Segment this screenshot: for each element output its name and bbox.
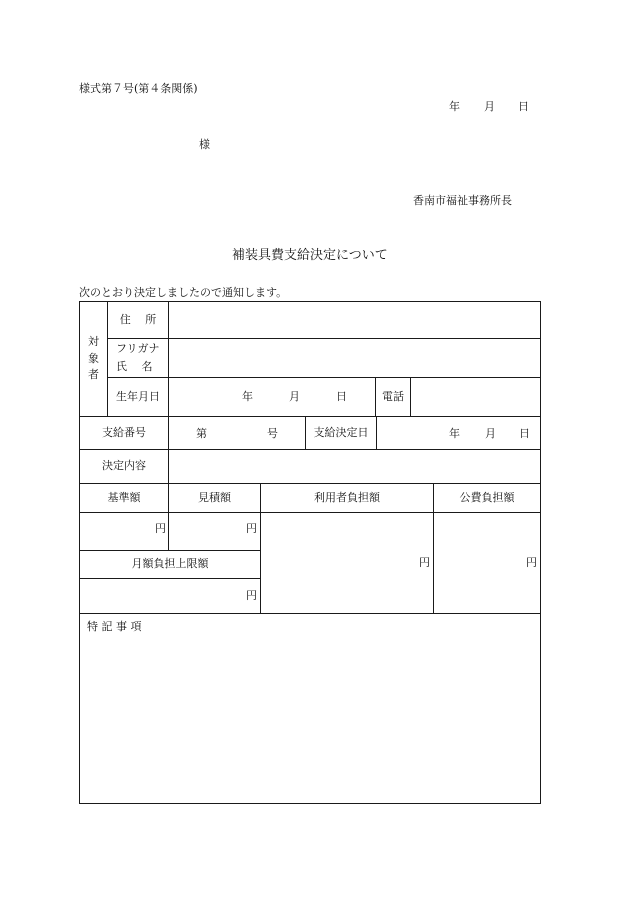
address-label: 住 所 xyxy=(119,312,157,326)
estimate-field[interactable] xyxy=(169,513,260,550)
birth-day-unit: 日 xyxy=(336,390,347,403)
estimate-yen: 円 xyxy=(246,522,257,536)
monthly-limit-label: 月額負担上限額 xyxy=(131,557,209,571)
monthly-limit-field[interactable] xyxy=(80,579,260,613)
payment-no-suffix: 号 xyxy=(267,427,278,440)
payment-no-prefix: 第 xyxy=(196,427,207,440)
base-amount-field[interactable] xyxy=(80,513,168,550)
decision-year-unit: 年 xyxy=(449,427,460,440)
public-burden-yen: 円 xyxy=(526,555,537,569)
phone-field[interactable] xyxy=(411,378,540,416)
base-amount-header: 基準額 xyxy=(107,490,141,504)
subject-label xyxy=(80,302,107,416)
public-burden-field[interactable] xyxy=(434,513,540,613)
payment-no-label: 支給番号 xyxy=(102,425,146,439)
decision-content-label: 決定内容 xyxy=(102,459,146,473)
decision-month-unit: 月 xyxy=(485,427,496,440)
payment-no-field[interactable] xyxy=(169,417,305,449)
base-amount-yen: 円 xyxy=(155,522,166,536)
name-label-text: 氏 名 xyxy=(116,360,153,373)
decision-day-unit: 日 xyxy=(519,427,530,440)
birthdate-label: 生年月日 xyxy=(116,389,160,403)
header-date-month: 月 xyxy=(484,100,495,113)
subject-label-char-1: 対 xyxy=(88,335,99,349)
user-burden-header: 利用者負担額 xyxy=(314,490,380,504)
monthly-limit-yen: 円 xyxy=(246,588,257,602)
estimate-header: 見積額 xyxy=(198,490,231,504)
name-label xyxy=(108,339,168,377)
decision-date-field[interactable] xyxy=(377,417,540,449)
birth-month-unit: 月 xyxy=(289,390,300,403)
document-title: 補装具費支給決定について xyxy=(232,248,388,263)
remarks-label: 特 記 事 項 xyxy=(87,620,142,633)
issuer: 香南市福祉事務所長 xyxy=(413,194,512,207)
furigana-label: フリガナ xyxy=(116,342,160,356)
remarks-section[interactable] xyxy=(80,614,540,803)
subject-label-char-2: 象 xyxy=(88,351,99,365)
public-burden-header: 公費負担額 xyxy=(459,490,515,504)
birthdate-field[interactable] xyxy=(169,378,375,416)
header-date-day: 日 xyxy=(518,100,529,113)
addressee-suffix: 様 xyxy=(199,138,210,151)
user-burden-yen: 円 xyxy=(419,555,430,569)
decision-date-label: 支給決定日 xyxy=(313,425,369,439)
phone-label: 電話 xyxy=(382,389,404,403)
user-burden-field[interactable] xyxy=(261,513,433,613)
intro-text: 次のとおり決定しましたので通知します。 xyxy=(79,286,288,299)
decision-content-field[interactable] xyxy=(169,450,540,483)
subject-label-char-3: 者 xyxy=(88,368,99,382)
header-date-year: 年 xyxy=(449,100,460,113)
birth-year-unit: 年 xyxy=(242,390,253,403)
form-number: 様式第７号(第４条関係) xyxy=(79,82,198,95)
name-field[interactable] xyxy=(169,339,540,377)
address-field[interactable] xyxy=(169,302,540,338)
